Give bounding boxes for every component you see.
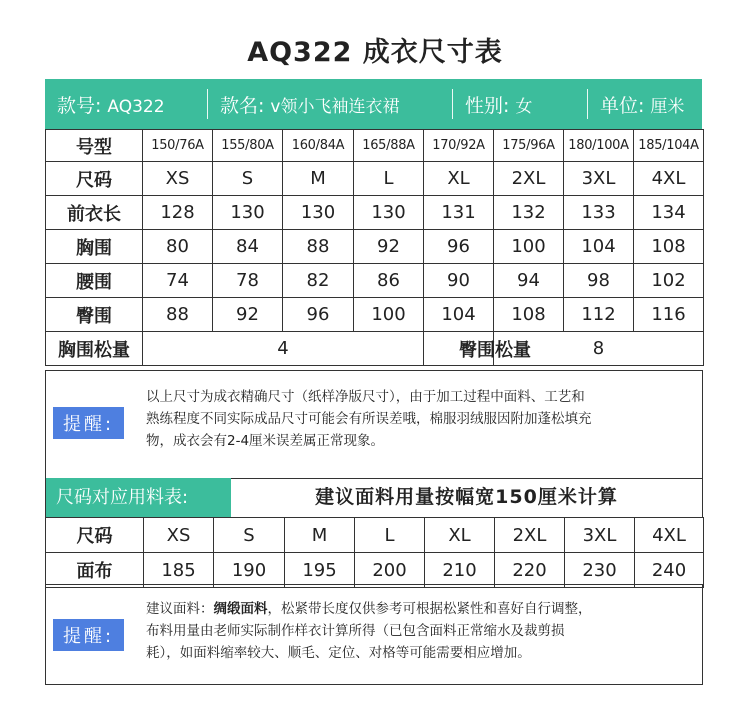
size-cell: 133	[564, 196, 634, 230]
size-row	[46, 130, 704, 162]
material-cell: XS	[144, 518, 214, 553]
material-cell: 2XL	[495, 518, 565, 553]
size-cell: 175/96A	[494, 130, 564, 162]
size-cell: 104	[564, 230, 634, 264]
chest-ease-value: 4	[143, 332, 424, 366]
reminder-box	[45, 370, 703, 479]
size-cell: 104	[424, 298, 494, 332]
page-title: AQ322 成衣尺寸表	[247, 37, 503, 68]
ease-row	[46, 332, 704, 366]
size-cell: 130	[354, 196, 424, 230]
size-row	[46, 230, 704, 264]
unit-value: 厘米	[650, 96, 685, 117]
size-cell: S	[213, 162, 283, 196]
size-cell: 130	[213, 196, 283, 230]
row-label: 前衣长	[46, 196, 143, 230]
gender	[453, 91, 587, 118]
size-cell: 92	[354, 230, 424, 264]
size-cell: 131	[424, 196, 494, 230]
size-cell: 165/88A	[354, 130, 424, 162]
size-cell: 90	[424, 264, 494, 298]
size-cell: 98	[564, 264, 634, 298]
size-row	[46, 162, 704, 196]
reminder-line: 布料用量由老师实际制作样衣计算所得（已包含面料正常缩水及裁剪损	[146, 623, 565, 639]
hip-ease-value: 8	[494, 332, 704, 366]
size-row	[46, 196, 704, 230]
product-info-bar	[45, 79, 702, 129]
gender-label: 性别:	[465, 94, 510, 117]
size-cell: L	[354, 162, 424, 196]
size-cell: 180/100A	[564, 130, 634, 162]
reminder-tag: 提醒:	[53, 407, 124, 439]
reminder-line: 物，成衣会有2-4厘米误差属正常现象。	[146, 433, 385, 449]
size-cell: 84	[213, 230, 283, 264]
material-cell: 200	[355, 553, 425, 588]
reminder-tag: 提醒:	[53, 619, 124, 651]
material-cell: 230	[565, 553, 635, 588]
size-table	[45, 129, 704, 366]
size-row	[46, 298, 704, 332]
size-cell: 4XL	[634, 162, 704, 196]
size-cell: 116	[634, 298, 704, 332]
size-cell: 92	[213, 298, 283, 332]
row-label: 胸围	[46, 230, 143, 264]
material-cell: 3XL	[565, 518, 635, 553]
material-cell: 210	[425, 553, 495, 588]
hip-ease-label-text: 臀围松量	[459, 339, 531, 361]
size-cell: 88	[283, 230, 354, 264]
gender-value: 女	[515, 96, 533, 117]
size-cell: XS	[143, 162, 213, 196]
size-row	[46, 264, 704, 298]
row-label: 腰围	[46, 264, 143, 298]
unit	[588, 91, 696, 118]
material-table	[45, 517, 704, 588]
material-cell: L	[355, 518, 425, 553]
size-cell: 86	[354, 264, 424, 298]
size-cell: 96	[283, 298, 354, 332]
fabric-name: 绸缎面料	[213, 601, 268, 617]
reminder-text	[146, 598, 694, 664]
style-number-value: AQ322	[107, 96, 165, 117]
chest-ease-label: 胸围松量	[46, 332, 143, 366]
style-number-label: 款号:	[57, 94, 102, 117]
style-name-value: v领小飞袖连衣裙	[270, 96, 400, 117]
size-cell: 130	[283, 196, 354, 230]
style-number	[45, 91, 207, 118]
size-cell: 74	[143, 264, 213, 298]
size-cell: 3XL	[564, 162, 634, 196]
reminder-line: 熟练程度不同实际成品尺寸可能会有所误差哦，棉服羽绒服因附加蓬松填充	[146, 411, 592, 427]
material-cell: 4XL	[635, 518, 704, 553]
material-cell: 220	[495, 553, 565, 588]
material-cell: 185	[144, 553, 214, 588]
material-width-note: 建议面料用量按幅宽150厘米计算	[315, 486, 618, 508]
divider	[452, 89, 453, 119]
material-cell: M	[285, 518, 355, 553]
size-cell: 160/84A	[283, 130, 354, 162]
row-label: 尺码	[46, 162, 143, 196]
reminder-line	[146, 598, 694, 620]
size-cell: 170/92A	[424, 130, 494, 162]
reminder-line: 以上尺寸为成衣精确尺寸（纸样净版尺寸），由于加工过程中面料、工艺和	[146, 389, 585, 405]
fabric-rest: ，松紧带长度仅供参考可根据松紧性和喜好自行调整，	[267, 601, 592, 617]
divider	[587, 89, 588, 119]
material-cell: S	[214, 518, 285, 553]
size-cell: 108	[634, 230, 704, 264]
size-cell: 185/104A	[634, 130, 704, 162]
size-cell: 112	[564, 298, 634, 332]
material-cell: 190	[214, 553, 285, 588]
size-cell: 96	[424, 230, 494, 264]
material-cell: 240	[635, 553, 704, 588]
size-cell: 2XL	[494, 162, 564, 196]
size-cell: 102	[634, 264, 704, 298]
size-cell: 94	[494, 264, 564, 298]
material-row	[46, 553, 704, 588]
size-cell: 155/80A	[213, 130, 283, 162]
size-cell: 132	[494, 196, 564, 230]
row-label: 面布	[46, 553, 144, 588]
size-cell: 80	[143, 230, 213, 264]
style-name	[208, 91, 452, 118]
size-cell: 78	[213, 264, 283, 298]
hip-ease-label	[424, 332, 531, 366]
size-cell: XL	[424, 162, 494, 196]
size-cell: 150/76A	[143, 130, 213, 162]
material-table-label: 尺码对应用料表:	[46, 478, 231, 517]
reminder-box-2	[45, 584, 703, 685]
fabric-prefix: 建议面料：	[146, 601, 214, 617]
row-label: 尺码	[46, 518, 144, 553]
material-cell: 195	[285, 553, 355, 588]
reminder-text	[146, 386, 694, 452]
size-cell: 100	[354, 298, 424, 332]
size-cell: 100	[494, 230, 564, 264]
row-label: 号型	[46, 130, 143, 162]
unit-label: 单位:	[600, 94, 645, 117]
size-cell: 82	[283, 264, 354, 298]
size-cell: M	[283, 162, 354, 196]
material-row	[46, 518, 704, 553]
divider	[207, 89, 208, 119]
material-cell: XL	[425, 518, 495, 553]
reminder-line: 耗），如面料缩率较大、顺毛、定位、对格等可能需要相应增加。	[146, 645, 531, 661]
size-cell: 128	[143, 196, 213, 230]
size-cell: 108	[494, 298, 564, 332]
material-header	[45, 478, 703, 518]
style-name-label: 款名:	[220, 94, 265, 117]
size-cell: 88	[143, 298, 213, 332]
size-cell: 134	[634, 196, 704, 230]
row-label: 臀围	[46, 298, 143, 332]
